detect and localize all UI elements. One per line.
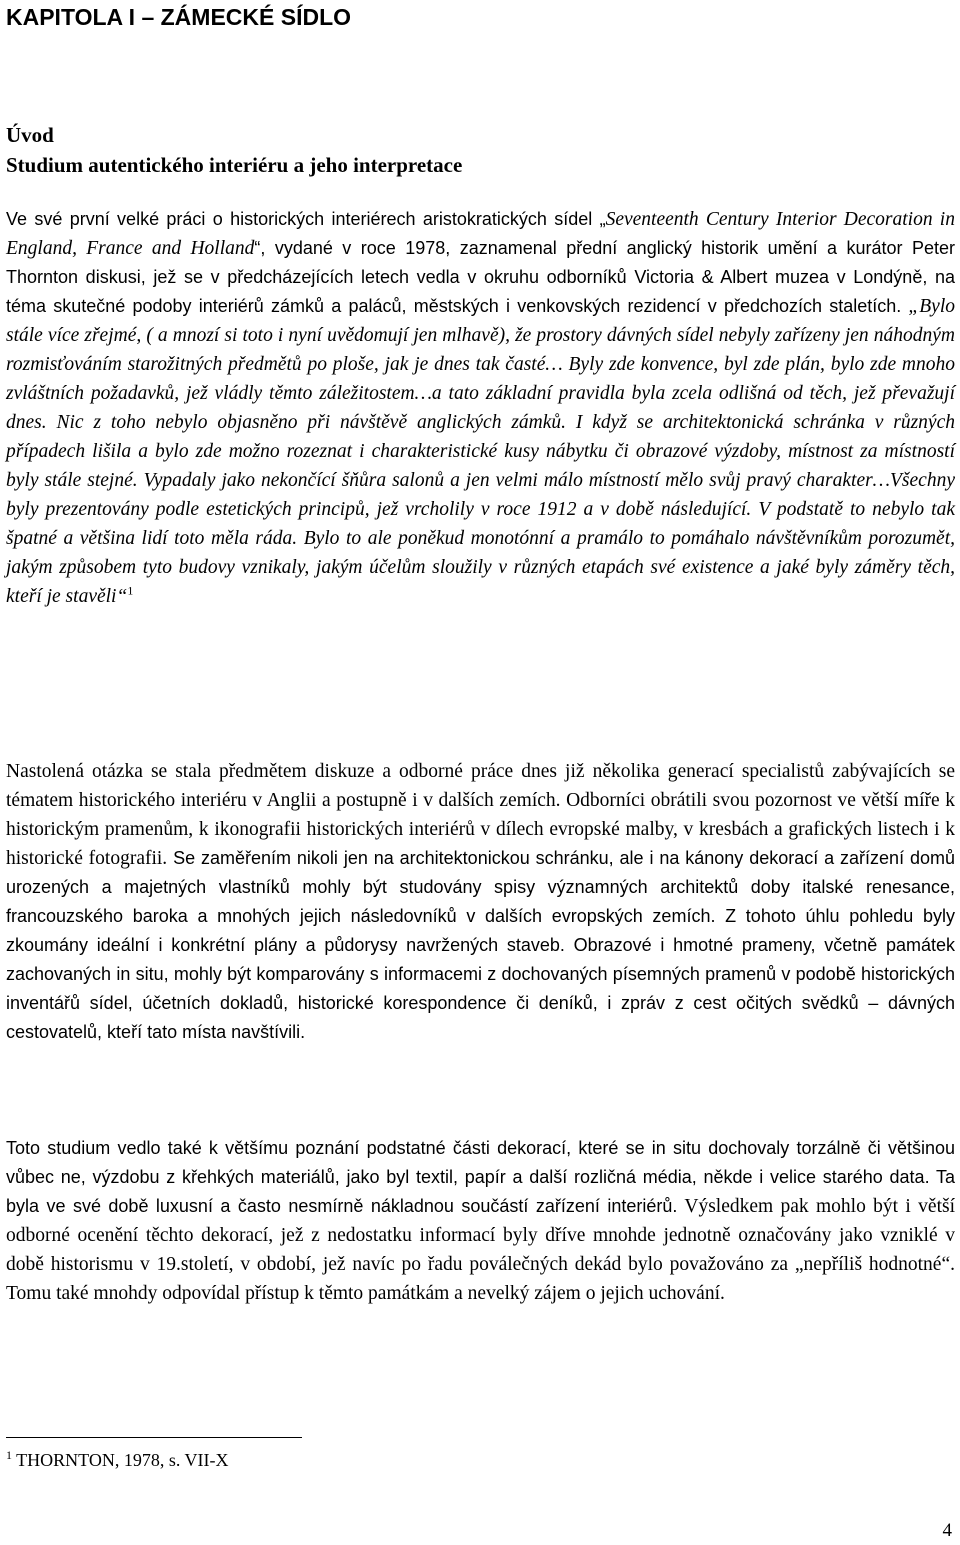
paragraph-1	[6, 205, 955, 611]
book-title: Seventeenth Century Interior Decoration in England, France and Holland	[6, 209, 955, 259]
footnote-text: THORNTON, 1978, s. VII-X	[12, 1450, 229, 1470]
page-number: 4	[942, 1520, 952, 1541]
footnote-separator	[6, 1437, 302, 1438]
footnote	[6, 1448, 229, 1472]
paragraph-2-text-cont: Se zaměřením nikoli jen na architektonickou schránku, ale i na kánony dekorací a zařízení domů urozených a majetných vlastníků mohly být studovány spisy významných architektů doby italské renesance, francouzského baroka a mnohých jejich následovníků v dalších evropských zemích. Z tohoto úhlu pohledu byly zkoumány ideální i konkrétní plány a půdorysy navržených staveb. Obrazové i hmotné prameny, včetně památek zachovaných in situ, mohly být komparovány s informacemi z dochovaných písemných pramenů v podobě historických inventářů sídel, účetních dokladů, historické korespondence či deníků, i zpráv z cest očitých svědků – dávných cestovatelů, kteří tato místa navštívili.	[6, 848, 955, 1042]
paragraph-1-text-cont: “, vydané v roce 1978, zaznamenal přední anglický historik umění a kurátor Peter Thornton diskusi, jež se v předcházejících letech vedla v okruhu odborníků Victoria & Albert muzea v Londýně, na téma skutečné podoby interiérů zámků a paláců, městských i venkovských rezidencí v předchozích staletích.	[6, 238, 955, 316]
paragraph-1-text: Ve své první velké práci o historických interiérech aristokratických sídel „	[6, 209, 606, 229]
section-subheading: Studium autentického interiéru a jeho interpretace	[6, 153, 463, 177]
intro-block	[6, 120, 462, 180]
paragraph-3-text: Toto studium vedlo také k většímu poznání podstatné části dekorací, které se in situ dochovaly torzálně či většinou vůbec ne, výzdobu z křehkých materiálů, jako byl textil, papír a další rozličná média, někde i velice starého data. Ta byla ve své době luxusní a často nesmírně nákladnou součástí zařízení interiérů.	[6, 1138, 955, 1216]
footnote-reference[interactable]: 1	[127, 583, 134, 598]
paragraph-2	[6, 757, 955, 1047]
paragraph-2-text: Nastolená otázka se stala předmětem diskuze a odborné práce dnes již několika generací specialistů zabývajících se tématem historického interiéru v Anglii a postupně i v dalších zemích. Odborníci obrátili svou pozornost ve větší míře k historickým pramenům, k ikonografii historických interiérů v dílech evropské malby, v kresbách a grafických listech i k historické fotografii.	[6, 761, 955, 869]
footnote-number: 1	[6, 1448, 12, 1462]
paragraph-3	[6, 1134, 955, 1308]
quotation: „Bylo stále více zřejmé, ( a mnozí si toto i nyní uvědomují jen mlhavě), že prostory dávných sídel nebyly zařízeny jen náhodným rozmisťováním starožitných předmětů po ploše, jak je dnes tak časté… Byly zde konvence, byl zde plán, bylo zde mnoho zvláštních požadavků, jež vládly těmto záležitostem…a tato základní pravidla byla zcela odlišná od těch, jež převažují dnes. Nic z toho nebylo objasněno při návštěvě anglických zámků. I když se architektonická schránka v různých případech lišila a bylo zde možno rozeznat i charakteristické kusy nábytku či obrazové výzdoby, místnost za místností byly stále stejné. Vypadaly jako nekončící šňůra salonů a jen velmi málo místností mělo svůj pravý charakter…Všechny byly prezentovány podle estetických principů, jež vrcholily v roce 1912 a v době následující. V podstatě to nebylo tak špatné a většina lidí toto měla ráda. Bylo to ale poněkud monotónní a pramálo to pomáhalo návštěvníkům porozumět, jakým způsobem tyto budovy vznikaly, jakým účelům sloužily v různých etapách své existence a jaké byly záměry těch, kteří je stavěli“	[6, 296, 955, 607]
paragraph-3-text-cont: Výsledkem pak mohlo být i větší odborné ocenění těchto dekorací, jež z nedostatku informací byly dříve mnohde jednotně označovány jako vzniklé v době historismu v 19.století, v období, jež navíc po řadu poválečných dekád bylo považováno za „nepříliš hodnotné“. Tomu také mnohdy odpovídal přístup k těmto památkám a nevelký zájem o jejich uchování.	[6, 1196, 955, 1304]
section-heading: Úvod	[6, 123, 54, 147]
chapter-title: KAPITOLA I – ZÁMECKÉ SÍDLO	[6, 4, 352, 30]
